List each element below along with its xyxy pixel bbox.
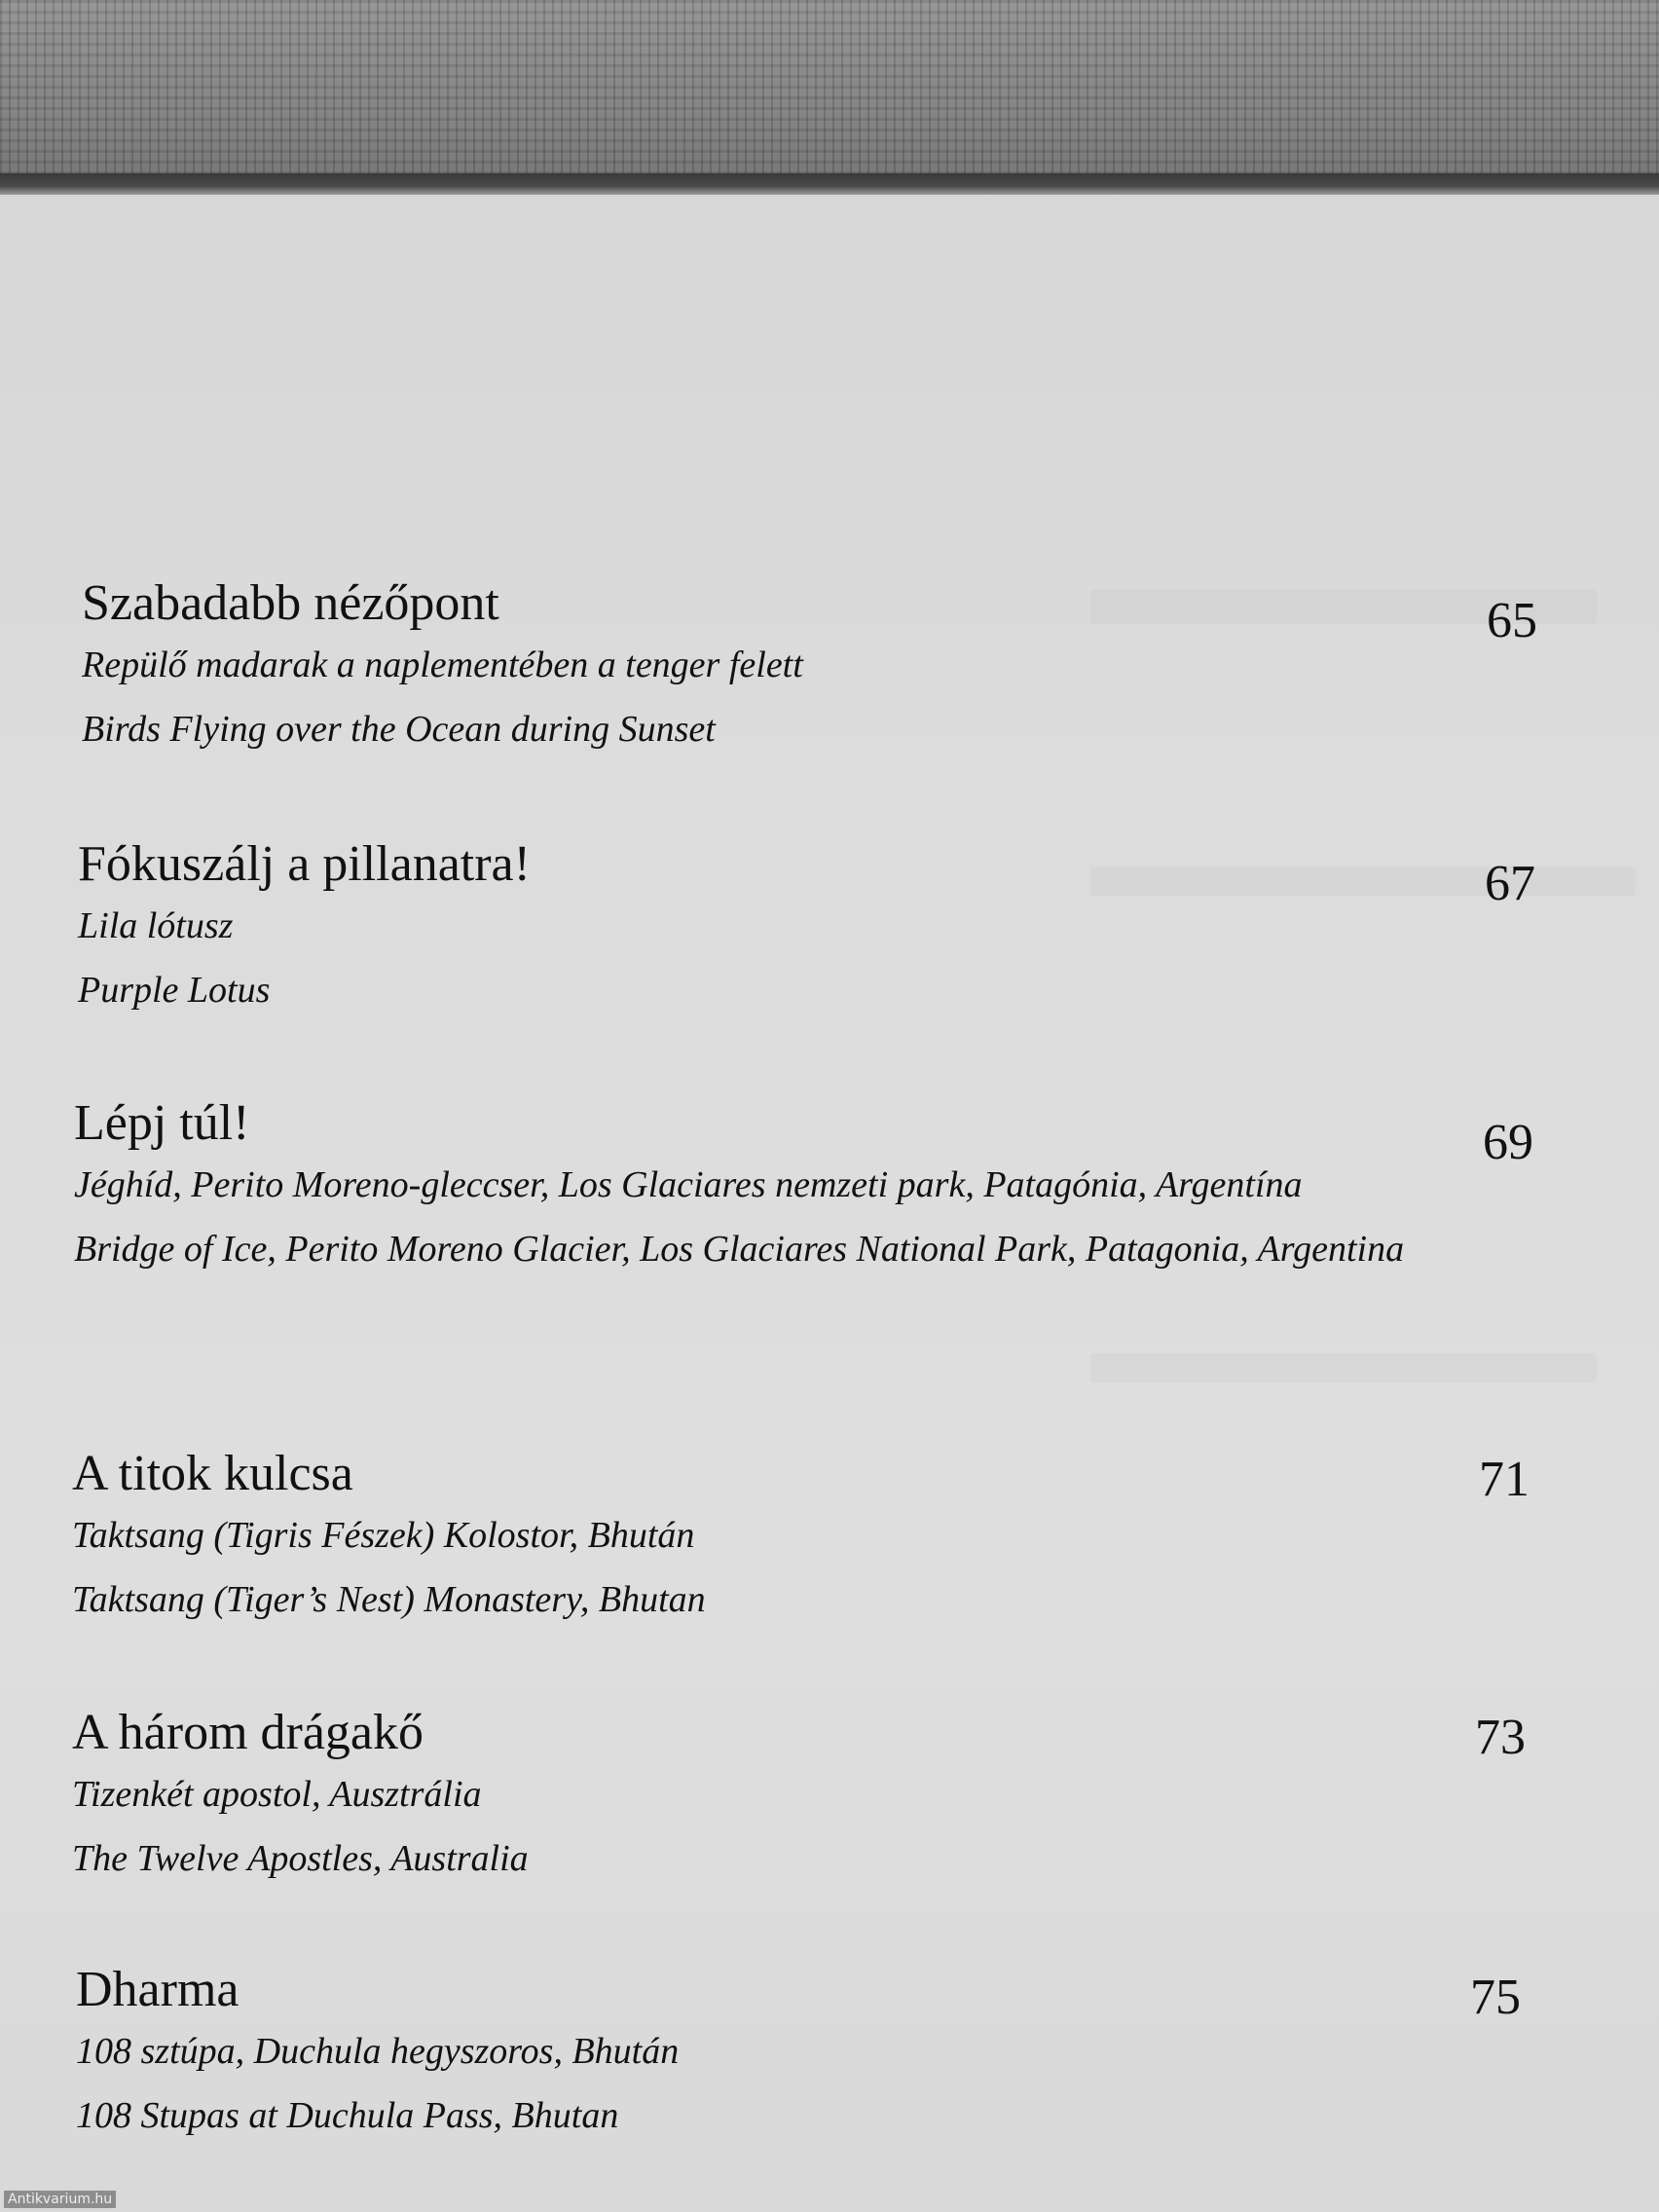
entry-subtitle-hu: Taktsang (Tigris Fészek) Kolostor, Bhután [72, 1515, 695, 1556]
entry-subtitle-en: Bridge of Ice, Perito Moreno Glacier, Los Glaciares National Park, Patagonia, Argentina [74, 1229, 1405, 1270]
toc-entry [76, 1961, 679, 2148]
toc-entry [78, 835, 531, 1022]
entry-title: A három drágakő [72, 1705, 424, 1760]
entry-subtitle-hu: Lila lótusz [78, 905, 234, 946]
page-number: 67 [1485, 856, 1535, 911]
watermark: Antikvarium.hu [4, 2191, 116, 2208]
entry-subtitle-en: Birds Flying over the Ocean during Sunset [82, 709, 716, 750]
page-number: 71 [1479, 1452, 1530, 1507]
entry-title: A titok kulcsa [72, 1446, 353, 1501]
entry-subtitle-hu: 108 sztúpa, Duchula hegyszoros, Bhután [76, 2031, 680, 2072]
entry-title: Lépj túl! [74, 1095, 250, 1151]
page-edge-shadow [0, 173, 1659, 195]
entry-subtitle-en: Purple Lotus [78, 970, 271, 1011]
show-through-block [1090, 866, 1636, 896]
table-of-contents-page [0, 195, 1659, 2212]
page-number: 73 [1475, 1710, 1526, 1765]
entry-title: Szabadabb nézőpont [82, 575, 499, 631]
entry-title: Dharma [76, 1962, 240, 2017]
page-number: 65 [1487, 593, 1537, 648]
entry-subtitle-en: 108 Stupas at Duchula Pass, Bhutan [76, 2095, 619, 2136]
entry-subtitle-hu: Jéghíd, Perito Moreno-gleccser, Los Glaciares nemzeti park, Patagónia, Argentína [74, 1164, 1303, 1205]
entry-subtitle-en: Taktsang (Tiger’s Nest) Monastery, Bhutan [72, 1579, 706, 1620]
entry-subtitle-en: The Twelve Apostles, Australia [72, 1838, 529, 1879]
page-number: 69 [1483, 1115, 1533, 1170]
toc-entry [74, 1094, 1404, 1281]
entry-title: Fókuszálj a pillanatra! [78, 836, 531, 892]
toc-entry [72, 1704, 529, 1891]
show-through-block [1090, 1353, 1597, 1382]
entry-subtitle-hu: Tizenkét apostol, Ausztrália [72, 1774, 482, 1815]
table-surface [0, 0, 1659, 185]
toc-entry [72, 1445, 706, 1632]
page-number: 75 [1470, 1970, 1521, 2025]
entry-subtitle-hu: Repülő madarak a naplementében a tenger felett [82, 645, 803, 685]
toc-entry [82, 574, 803, 761]
